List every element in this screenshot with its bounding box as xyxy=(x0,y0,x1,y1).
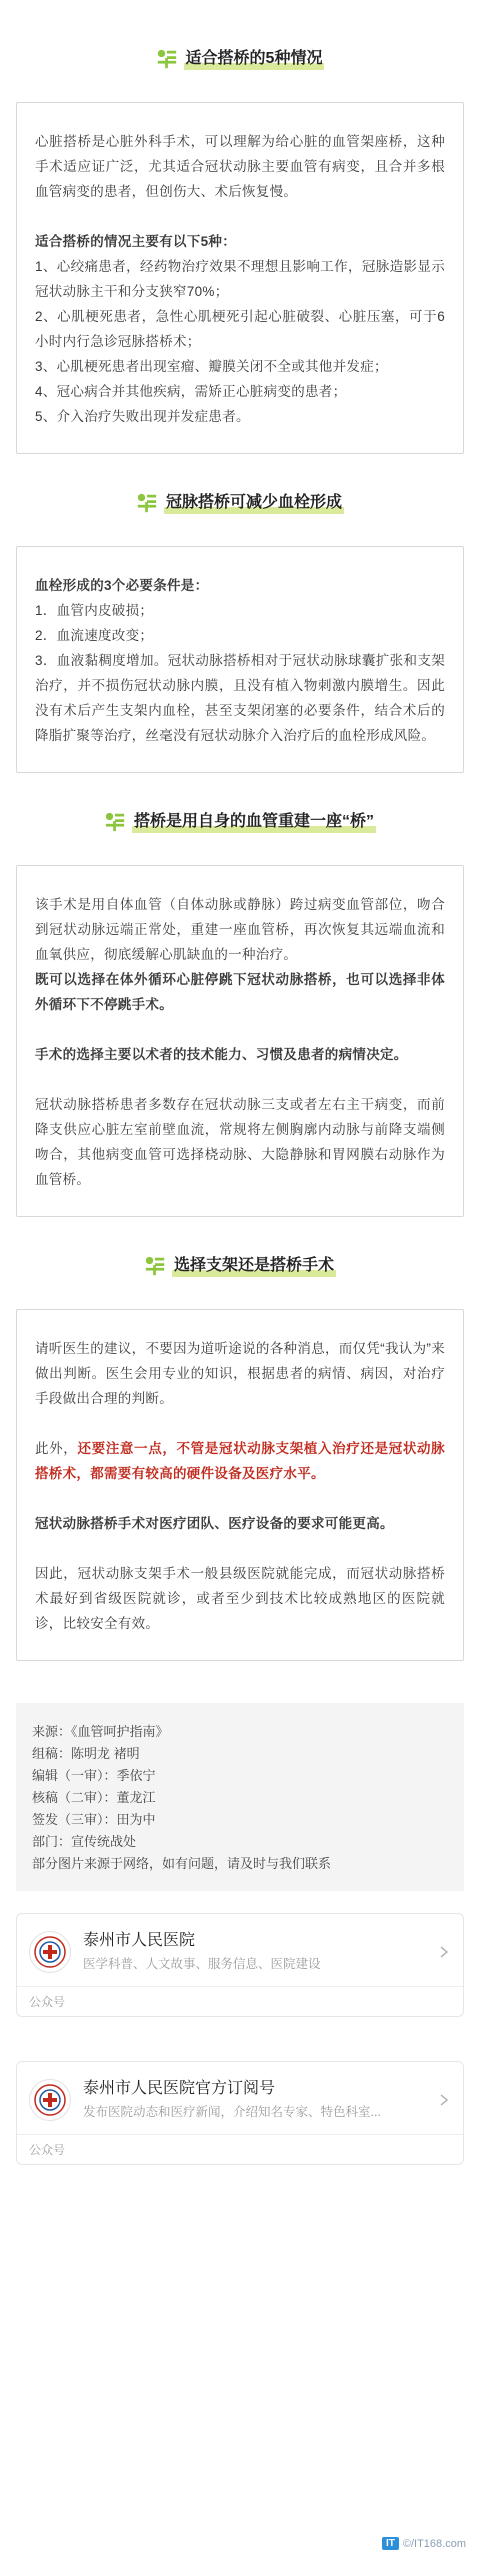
section-box-2 xyxy=(16,546,464,773)
paragraph: 3．血液黏稠度增加。冠状动脉搭桥相对于冠状动脉球囊扩张和支架治疗，并不损伤冠状动脉内膜，且没有植入物刺激内膜增生。因此没有术后产生支架内血栓，甚至支架闭塞的必要条件，结合术后的降脂扩聚等治疗，丝毫没有冠状动脉介入治疗后的血栓形成风险。 xyxy=(35,653,445,743)
account-type-label: 公众号 xyxy=(17,2134,463,2164)
section-box-1 xyxy=(16,102,464,454)
watermark-badge: IT xyxy=(382,2537,399,2550)
paragraph xyxy=(35,1436,445,1486)
paragraph: 3、心肌梗死患者出现室瘤、瓣膜关闭不全或其他并发症； xyxy=(35,359,388,374)
account-description: 医学科普、人文故事、服务信息、医院建设 xyxy=(83,1957,321,1971)
paragraph: 5、介入治疗失败出现并发症患者。 xyxy=(35,409,250,424)
source-line: 部门：宣传统战处 xyxy=(32,1834,137,1849)
leaf-icon xyxy=(156,48,178,70)
source-line: 核稿（二审）：董龙江 xyxy=(32,1790,156,1805)
emphasis-paragraph: 适合搭桥的情况主要有以下5种： xyxy=(35,234,237,249)
section-title-text: 搭桥是用自身的血管重建一座“桥” xyxy=(133,813,374,830)
watermark-text: ©/IT168.com xyxy=(402,2537,466,2550)
leaf-icon xyxy=(104,811,126,833)
account-type-label: 公众号 xyxy=(17,1986,463,2016)
account-description: 发布医院动态和医疗新闻，介绍知名专家、特色科室... xyxy=(83,2105,381,2119)
paragraph: 1．血管内皮破损； xyxy=(35,603,154,618)
leaf-icon xyxy=(136,492,158,514)
paragraph: 因此，冠状动脉支架手术一般县级医院就能完成，而冠状动脉搭桥术最好到省级医院就诊，或者至少到技术比较成熟地区的医院就诊，比较安全有效。 xyxy=(35,1566,445,1631)
section-title-text: 选择支架还是搭桥手术 xyxy=(173,1257,334,1274)
emphasis-paragraph: 手术的选择主要以术者的技术能力、习惯及患者的病情决定。 xyxy=(35,1047,408,1062)
paragraph: 1、心绞痛患者，经药物治疗效果不理想且影响工作，冠脉造影显示冠状动脉主干和分支狭窄70%； xyxy=(35,259,445,299)
paragraph-gap xyxy=(35,1411,445,1436)
account-card-body[interactable] xyxy=(17,2062,463,2134)
source-line: 部分图片来源于网络，如有问题，请及时与我们联系 xyxy=(32,1856,332,1871)
paragraph: 冠状动脉搭桥患者多数存在冠状动脉三支或者左右主干病变，而前降支供应心脏左室前壁血流，常规将左侧胸廓内动脉与前降支端侧吻合，其他病变血管可选择桡动脉、大隐静脉和胃网膜右动脉作为血管桥。 xyxy=(35,1097,445,1187)
section-title-text: 冠脉搭桥可减少血栓形成 xyxy=(165,494,342,511)
emphasis-paragraph: 血栓形成的3个必要条件是： xyxy=(35,578,209,593)
section-title-3 xyxy=(0,807,480,837)
source-line: 来源：《血管呵护指南》 xyxy=(32,1724,169,1739)
paragraph: 2、心肌梗死患者，急性心肌梗死引起心脏破裂、心脏压塞，可于6小时内行急诊冠脉搭桥术； xyxy=(35,309,445,349)
paragraph-gap xyxy=(35,1536,445,1561)
source-info xyxy=(16,1703,464,1891)
section-title-2 xyxy=(0,488,480,518)
watermark xyxy=(378,2535,470,2552)
paragraph: 请听医生的建议，不要因为道听途说的各种消息，而仅凭“我认为”来做出判断。医生会用专业的知识，根据患者的病情、病因，对治疗手段做出合理的判断。 xyxy=(35,1341,445,1406)
source-line: 签发（三审）：田为中 xyxy=(32,1812,156,1827)
emphasis-paragraph: 既可以选择在体外循环心脏停跳下冠状动脉搭桥，也可以选择非体外循环下不停跳手术。 xyxy=(35,972,445,1012)
account-card-body[interactable] xyxy=(17,1914,463,1986)
paragraph-emphasis: 还要注意一点，不管是冠状动脉支架植入治疗还是冠状动脉搭桥术，都需要有较高的硬件设备及医疗水平。 xyxy=(35,1441,445,1481)
account-name: 泰州市人民医院官方订阅号 xyxy=(83,2080,276,2097)
source-line: 编辑（一审）：季依宁 xyxy=(32,1768,156,1783)
section-title-4 xyxy=(0,1251,480,1281)
section-title-text: 适合搭桥的5种情况 xyxy=(185,50,323,67)
source-line: 组稿：陈明龙 褚明 xyxy=(32,1746,140,1761)
section-box-3 xyxy=(16,865,464,1217)
hospital-logo-icon xyxy=(29,1931,71,1973)
account-card-subscription[interactable] xyxy=(16,2061,464,2165)
leaf-icon xyxy=(144,1255,166,1277)
paragraph: 4、冠心病合并其他疾病，需矫正心脏病变的患者； xyxy=(35,384,347,399)
paragraph: 心脏搭桥是心脏外科手术，可以理解为给心脏的血管架座桥，这种手术适应证广泛，尤其适合冠状动脉主要血管有病变，且合并多根血管病变的患者，但创伤大、术后恢复慢。 xyxy=(35,134,445,199)
emphasis-paragraph: 冠状动脉搭桥手术对医疗团队、医疗设备的要求可能更高。 xyxy=(35,1516,394,1531)
paragraph-gap xyxy=(35,1067,445,1092)
hospital-logo-icon xyxy=(29,2079,71,2121)
chevron-right-icon xyxy=(437,1945,451,1959)
account-name: 泰州市人民医院 xyxy=(83,1932,196,1949)
section-title-1 xyxy=(0,44,480,74)
paragraph-gap xyxy=(35,1017,445,1042)
paragraph: 2．血流速度改变； xyxy=(35,628,154,643)
paragraph-prefix: 此外， xyxy=(35,1441,78,1456)
paragraph-gap xyxy=(35,204,445,229)
paragraph: 该手术是用自体血管（自体动脉或静脉）跨过病变血管部位，吻合到冠状动脉远端正常处，重建一座血管桥，再次恢复其远端血流和血氧供应，彻底缓解心肌缺血的一种治疗。 xyxy=(35,897,445,962)
section-box-4 xyxy=(16,1309,464,1661)
chevron-right-icon xyxy=(437,2093,451,2107)
account-card-hospital[interactable] xyxy=(16,1913,464,2017)
paragraph-gap xyxy=(35,1486,445,1511)
